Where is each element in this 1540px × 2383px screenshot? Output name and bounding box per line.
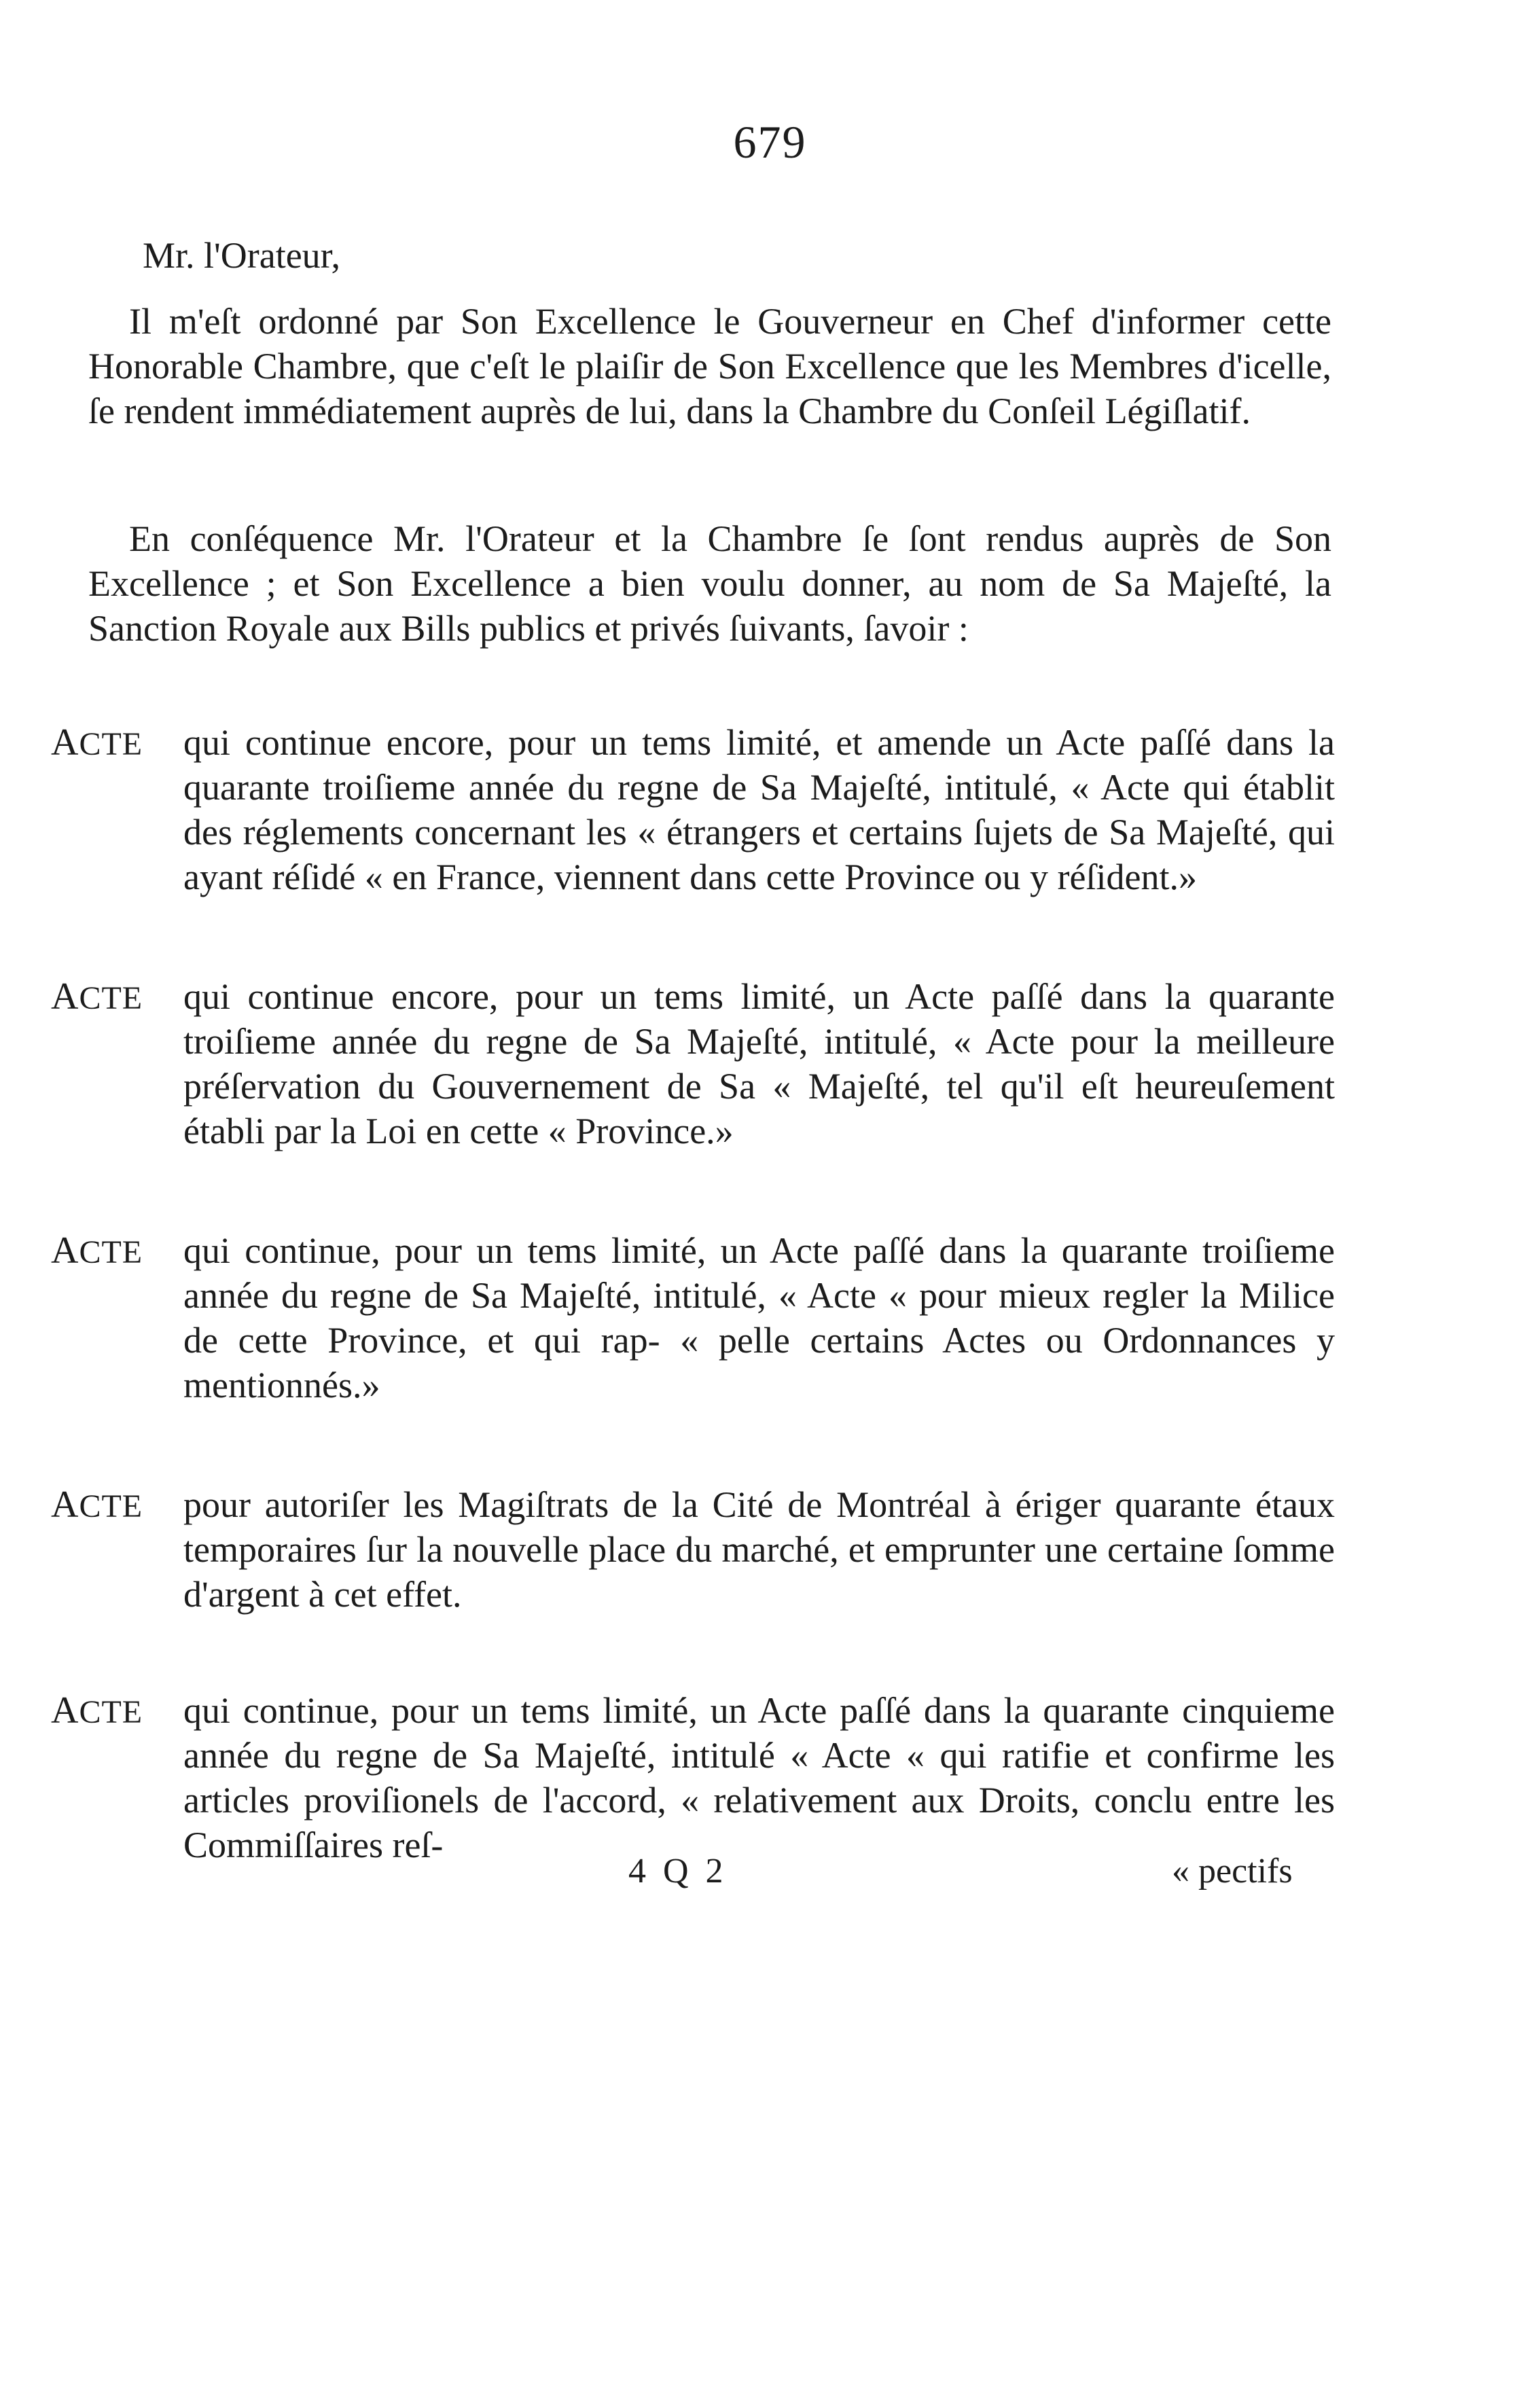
act-text: qui continue, pour un tems limité, un Acte paſſé dans la quarante cinquieme année du regne de Sa Majeſté, intitulé « Acte « qui ratifie et confirme les articles proviſionels de l'accord, « relativement aux Droits, conclu entre les Commiſſaires reſ- bbox=[183, 1690, 1335, 1865]
page-footer bbox=[0, 1851, 1540, 1899]
act-entry bbox=[51, 1482, 1335, 1617]
act-text: qui continue encore, pour un tems limité, et amende un Acte paſſé dans la quarante troiſieme année du regne de Sa Majeſté, intitulé, « Acte qui établit des réglements concernant les « étrangers et certains ſujets de Sa Majeſté, qui ayant réſidé « en France, viennent dans cette Province ou y réſident.» bbox=[183, 722, 1335, 897]
page-number: 679 bbox=[733, 116, 807, 168]
act-entry bbox=[51, 974, 1335, 1153]
act-label: ACTE bbox=[51, 1484, 143, 1526]
signature-mark: 4 Q 2 bbox=[628, 1852, 728, 1891]
act-text: qui continue encore, pour un tems limité, un Acte paſſé dans la quarante troiſieme année du regne de Sa Majeſté, intitulé, « Acte pour la meilleure préſervation du Gouvernement de Sa « Majeſté, tel qu'il eſt heureuſement établi par la Loi en cette « Province.» bbox=[183, 976, 1335, 1151]
act-label: ACTE bbox=[51, 975, 143, 1018]
act-label: ACTE bbox=[51, 1689, 143, 1732]
act-label: ACTE bbox=[51, 1230, 143, 1272]
catchword: « pectifs bbox=[1172, 1852, 1293, 1891]
act-entry bbox=[51, 1228, 1335, 1408]
salutation: Mr. l'Orateur, bbox=[143, 235, 340, 276]
paragraph-summons: Il m'eſt ordonné par Son Excellence le Gouverneur en Chef d'informer cette Honorable Chambre, que c'eſt le plaiſir de Son Excellence que les Membres d'icelle, ſe rendent immédiatement auprès de lui, dans la Chambre du Conſeil Légiſlatif. bbox=[88, 301, 1331, 431]
act-label: ACTE bbox=[51, 721, 143, 764]
paragraph-royal-sanction: En conſéquence Mr. l'Orateur et la Chambre ſe ſont rendus auprès de Son Excellence ; et Son Excellence a bien voulu donner, au nom de Sa Majeſté, la Sanction Royale aux Bills publics et privés ſuivants, ſavoir : bbox=[88, 518, 1331, 649]
act-text: pour autoriſer les Magiſtrats de la Cité de Montréal à ériger quarante étaux temporaires ſur la nouvelle place du marché, et emprunter une certaine ſomme d'argent à cet effet. bbox=[183, 1484, 1335, 1615]
act-entry bbox=[51, 1688, 1335, 1867]
acts-list bbox=[51, 720, 1335, 1935]
act-entry bbox=[51, 720, 1335, 899]
act-text: qui continue, pour un tems limité, un Acte paſſé dans la quarante troiſieme année du regne de Sa Majeſté, intitulé, « Acte « pour mieux regler la Milice de cette Province, et qui rap- « pelle certains Actes ou Ordonnances y mentionnés.» bbox=[183, 1230, 1335, 1405]
